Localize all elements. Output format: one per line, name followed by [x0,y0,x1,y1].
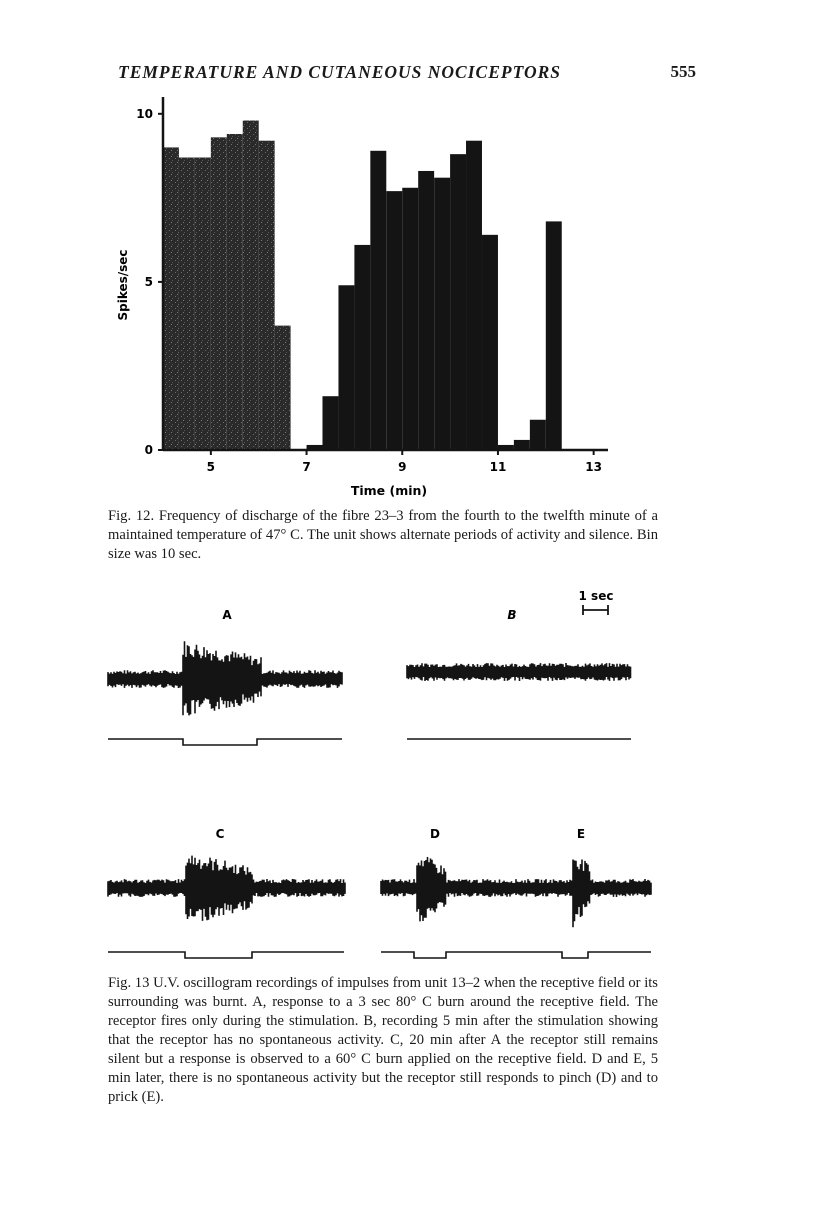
trace-a [108,641,342,715]
x-axis-label: Time (min) [350,483,428,498]
x-tick-label: 7 [302,460,311,474]
trace-b [407,663,631,681]
y-tick-label: 10 [136,106,153,121]
running-title: TEMPERATURE AND CUTANEOUS NOCICEPTORS [118,62,561,82]
stimulus-line-a [108,739,342,745]
trace-de [381,857,651,927]
scale-bar [583,605,608,615]
x-tick-label: 9 [398,460,407,474]
stimulus-line-c [108,952,344,958]
scale-label: 1 sec [578,589,614,603]
figure-12-caption: Fig. 12. Frequency of discharge of the fibre 23–3 from the fourth to the twelfth minute of a maintained temperature of 47° C. The unit shows alternate periods of activity and silence. Bin size was 10 sec. [108,508,658,562]
trace-c [108,856,345,921]
x-tick-label: 5 [206,460,216,474]
y-tick-label: 0 [144,443,153,457]
panel-label-d: D [430,827,440,841]
y-tick-label: 5 [144,274,153,289]
page-number: 555 [670,62,696,81]
y-axis-label: Spikes/sec [116,249,130,321]
x-tick-label: 11 [489,460,507,474]
panel-label-a: A [222,608,232,622]
figure-13-caption: Fig. 13 U.V. oscillogram recordings of impulses from unit 13–2 when the receptive field or its surrounding was burnt. A, response to a 3 sec 80° C burn around the receptive field. The receptor fires only during the stimulation. B, recording 5 min after the stimulation showing that the receptor has no spontaneous activity. C, 20 min after A the receptor still remains silent but a response is observed to a 60° C burn applied on the receptive field. D and E, 5 min later, there is no spontaneous activity but the receptor still responds to pinch (D) and to prick (E). [108,975,658,1105]
panel-label-c: C [215,827,225,841]
panel-label-e: E [576,827,586,841]
panel-label-b: B [507,608,517,622]
x-tick-label: 13 [585,460,602,474]
stimulus-line-de [381,952,651,958]
